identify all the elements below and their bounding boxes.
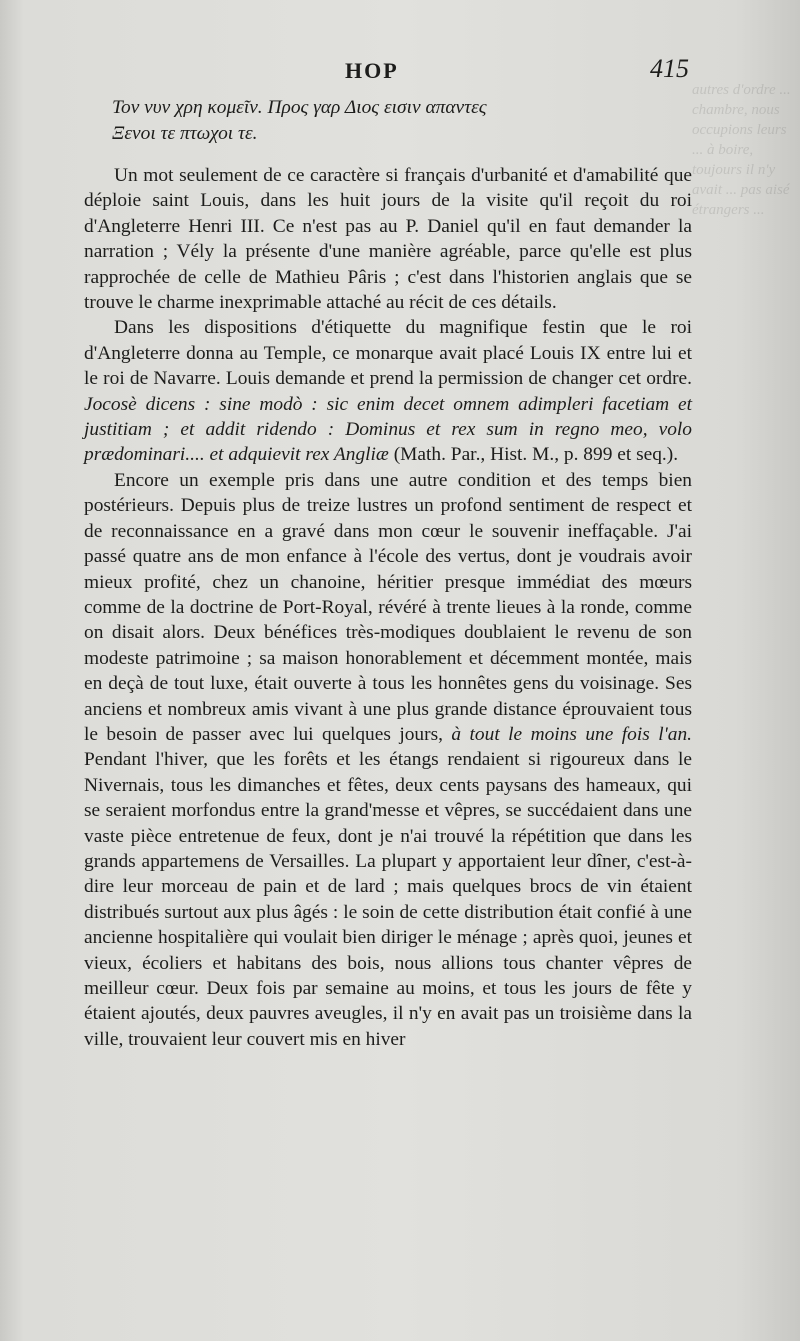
paragraph-3 <box>84 468 692 1052</box>
paragraph-3-text-a: Encore un exemple pris dans une autre condition et des temps bien postérieurs. Depuis plus de treize lustres un profond sentiment de respect et de reconnaissance en a gravé dans mon cœur le souvenir ineffaçable. J'ai passé quatre ans de mon enfance à l'école des vertus, dont je voudrais avoir mieux profité, chez un chanoine, héritier presque immédiat des mœurs comme de la doctrine de Port-Royal, révéré à trente lieues à la ronde, comme on disait alors. Deux bénéfices très-modiques doublaient le revenu de son modeste patrimoine ; sa maison honorablement et décemment montée, mais en deçà de tout luxe, était ouverte à tous les honnêtes gens du voisinage. Ses anciens et nombreux amis vivant à une plus grande distance éprouvaient tous le besoin de passer avec lui quelques jours, <box>84 469 692 745</box>
paragraph-2-citation: (Math. Par., Hist. M., p. 899 et seq.). <box>393 444 679 466</box>
paragraph-3-text-b: Pendant l'hiver, que les forêts et les étangs rendaient si rigoureux dans le Nivernais, tous les dimanches et fêtes, deux cents paysans des hameaux, qui se seraient morfondus entre la grand'messe et vêpres, se succédaient dans une vaste pièce entretenue de feux, dont je n'ai trouvé la répétition que dans les grands appartemens de Versailles. La plupart y apportaient leur dîner, c'est-à-dire leur morceau de pain et de lard ; mais quelques brocs de vin étaient distribués surtout aux plus âgés : le soin de cette distribution était confié à une ancienne hospitalière qui voulait bien diriger le ménage ; après quoi, jeunes et vieux, écoliers et habitans des bois, nous allions tous chanter vêpres de meilleur cœur. Deux fois par semaine au moins, et tous les jours de fête y étaient ajoutés, deux pauvres aveugles, il n'y en avait pas un troisième dans la ville, trouvaient leur couvert mis en hiver <box>84 749 692 1050</box>
page-number: 415 <box>650 54 689 83</box>
paragraph-2-latin: Jocosè dicens : sine modò : sic enim decet omnem adimpleri facetiam et justitiam ; et addit ridendo : Dominus et rex sum in regno meo, volo prædominari.... et adquievit rex Angliæ <box>84 393 692 466</box>
paragraph-2 <box>84 315 692 467</box>
page-header <box>0 54 800 92</box>
greek-quote-line-2: Ξενοι τε πτωχοι τε. <box>112 123 258 144</box>
paragraph-3-italic: à tout le moins une fois l'an. <box>451 723 692 745</box>
body-text <box>84 95 692 1052</box>
paragraph-2-text: Dans les dispositions d'étiquette du magnifique festin que le roi d'Angleterre donna au Temple, ce monarque avait placé Louis IX entre lui et le roi de Navarre. Louis demande et prend la permission de changer cet ordre. <box>84 317 692 390</box>
show-through-text: autres d'ordre ... chambre, nous occupions leurs ... à boire, toujours il n'y avait ... pas aisé étrangers ... <box>692 82 791 218</box>
paragraph-1: Un mot seulement de ce caractère si français d'urbanité et d'amabilité que déploie saint Louis, dans les huit jours de la visite qu'il reçoit du roi d'Angleterre Henri III. Ce n'est pas au P. Daniel qu'il en faut demander la narration ; Vély la présente d'une manière agréable, parce qu'elle est plus rapprochée de celle de Mathieu Pâris ; c'est dans l'historien anglais que se trouve le charme inexprimable attaché au récit de ces détails. <box>84 165 692 314</box>
running-head: HOP <box>345 58 399 83</box>
greek-quote-line-1: Τον νυν χρη κομεῖν. Προς γαρ Διος εισιν απαντες <box>112 97 487 118</box>
